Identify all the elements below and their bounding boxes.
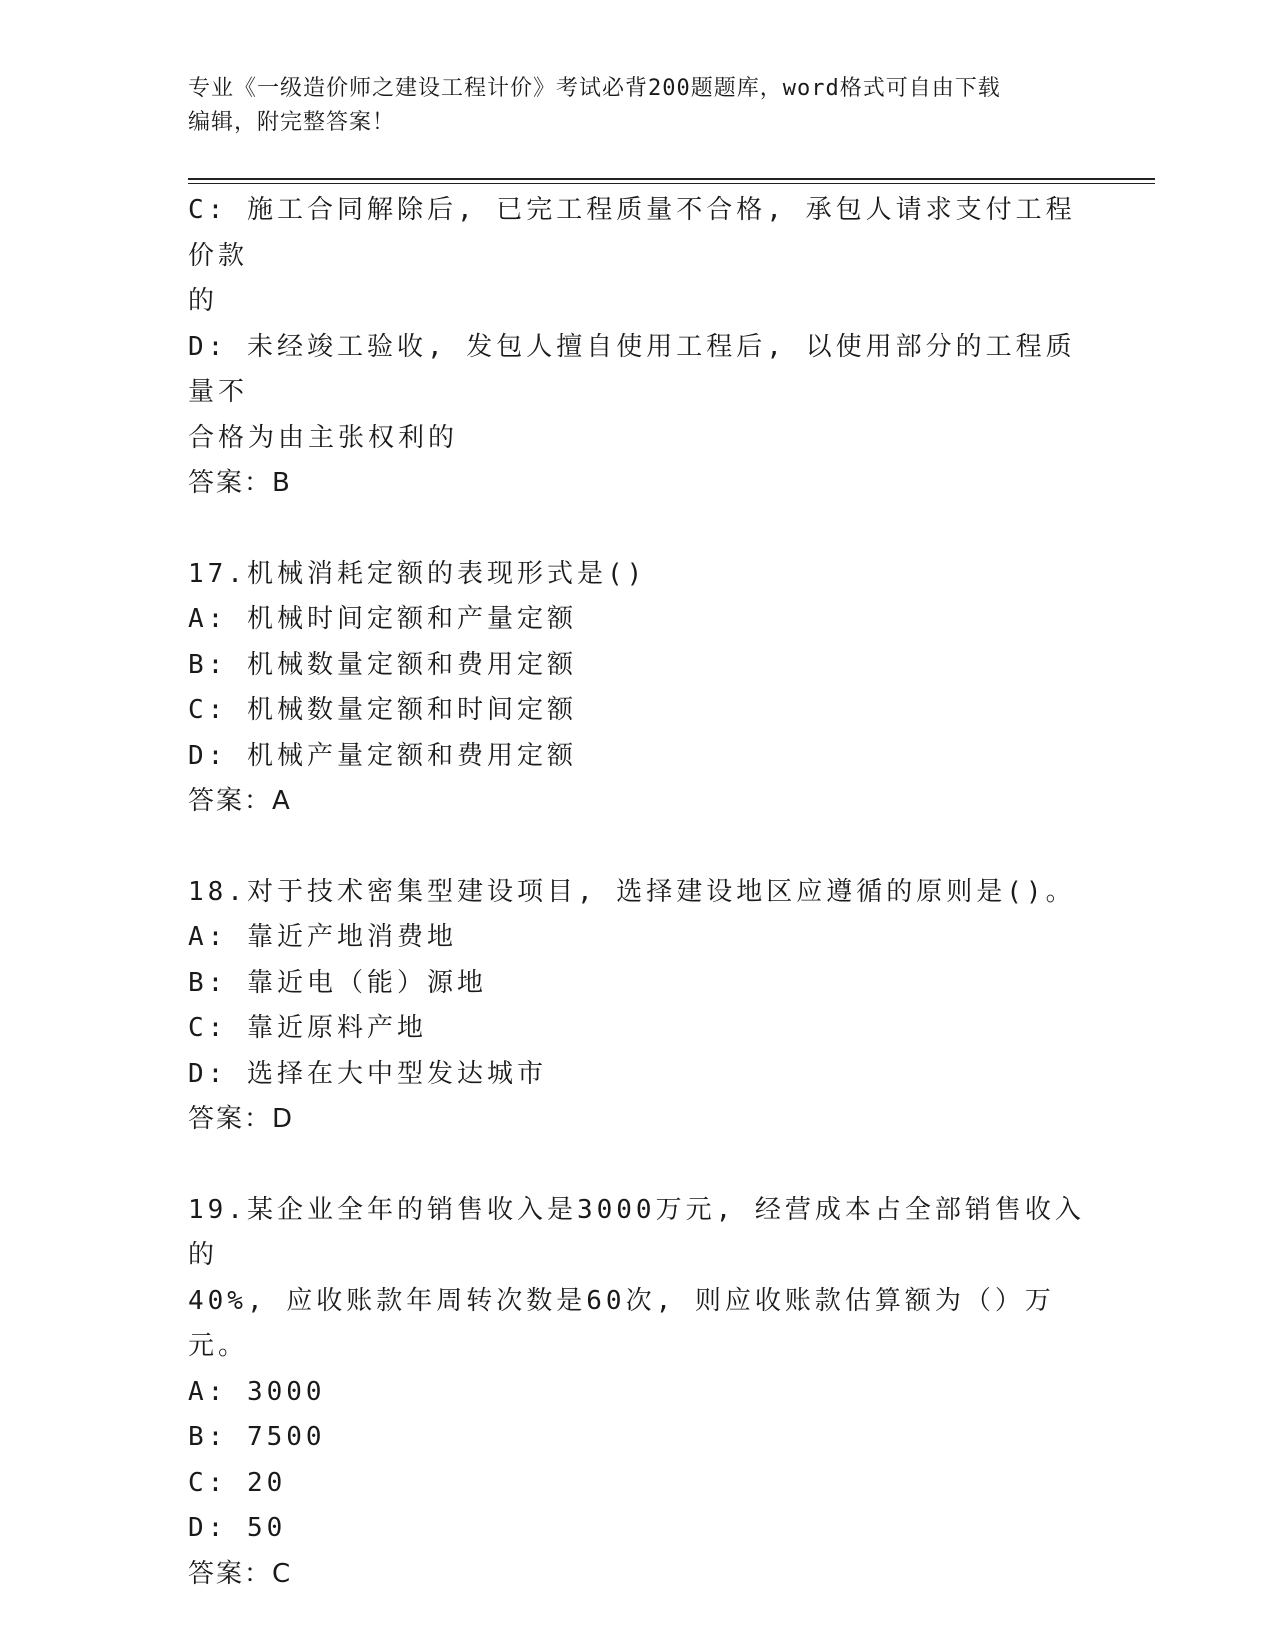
option-d: D: 50 — [188, 1513, 287, 1543]
option-a: A: 机械时间定额和产量定额 — [188, 604, 577, 634]
document-header — [188, 72, 1068, 140]
answer: 答案：A — [188, 786, 292, 816]
option-a: A: 3000 — [188, 1376, 326, 1407]
question-text: 18.对于技术密集型建设项目, 选择建设地区应遵循的原则是()。 — [188, 876, 1076, 907]
option-d: D: 未经竣工验收, 发包人擅自使用工程后, 以使用部分的工程质量不 — [188, 331, 1076, 407]
question-list — [188, 188, 1088, 1597]
option-b: B: 靠近电（能）源地 — [188, 967, 487, 998]
option-b: B: 机械数量定额和费用定额 — [188, 649, 577, 680]
option-c: C: 靠近原料产地 — [188, 1013, 427, 1043]
option-b: B: 7500 — [188, 1422, 326, 1452]
question-19 — [188, 1188, 1088, 1598]
spacer — [188, 1143, 1088, 1188]
option-c-continued: 的 — [188, 286, 219, 316]
option-d: D: 选择在大中型发达城市 — [188, 1058, 547, 1089]
header-title-line-1: 专业《一级造价师之建设工程计价》考试必背200题题库，word格式可自由下载 — [188, 76, 1001, 101]
question-text: 17.机械消耗定额的表现形式是() — [188, 558, 647, 589]
question-text: 19.某企业全年的销售收入是3000万元, 经营成本占全部销售收入的 — [188, 1194, 1085, 1270]
option-c: C: 机械数量定额和时间定额 — [188, 695, 577, 725]
answer: 答案：D — [188, 1104, 295, 1134]
spacer — [188, 825, 1088, 870]
question-text-continued: 40%, 应收账款年周转次数是60次, 则应收账款估算额为（）万元。 — [188, 1285, 1055, 1361]
header-rule-thin — [188, 183, 1155, 184]
option-a: A: 靠近产地消费地 — [188, 922, 457, 952]
spacer — [188, 507, 1088, 552]
question-18 — [188, 870, 1088, 1143]
option-c: C: 施工合同解除后, 已完工程质量不合格, 承包人请求支付工程价款 — [188, 195, 1076, 271]
option-d: D: 机械产量定额和费用定额 — [188, 740, 577, 771]
question-16-tail — [188, 188, 1088, 507]
option-c: C: 20 — [188, 1467, 287, 1498]
answer: 答案：B — [188, 468, 292, 498]
answer: 答案：C — [188, 1558, 293, 1589]
header-title-line-2: 编辑，附完整答案！ — [188, 110, 396, 135]
question-17 — [188, 552, 1088, 825]
header-rule-thick — [188, 178, 1155, 180]
option-d-continued: 合格为由主张权利的 — [188, 422, 459, 453]
